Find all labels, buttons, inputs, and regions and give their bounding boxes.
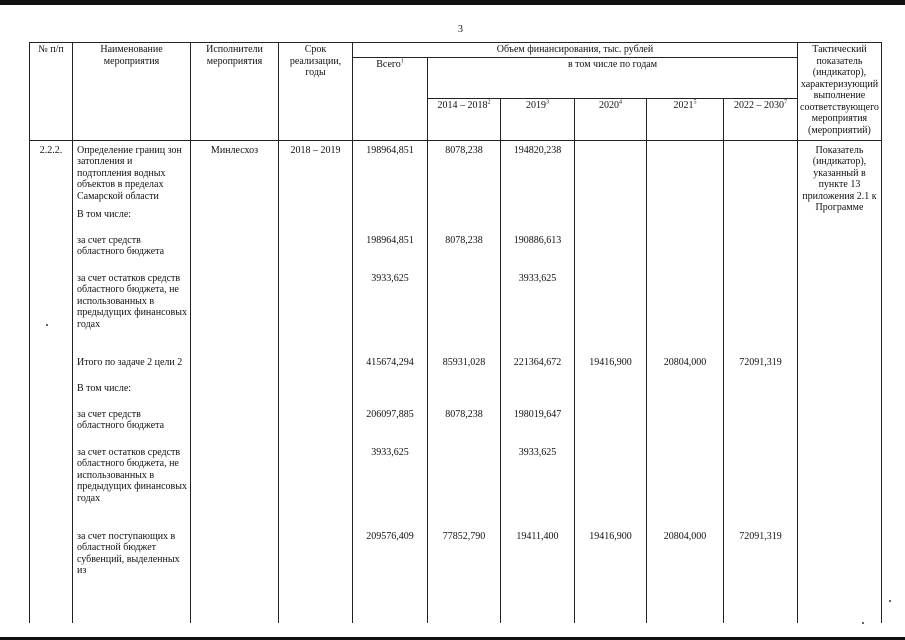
- top-border: [0, 0, 905, 5]
- cell-y2: 194820,238: [501, 140, 575, 209]
- cell-y1: [428, 209, 501, 235]
- cell-y3: [575, 409, 647, 447]
- cell-y1: 85931,028: [428, 357, 501, 383]
- cell-y2: 221364,672: [501, 357, 575, 383]
- header-name: Наименование мероприятия: [73, 43, 191, 141]
- cell-y4: [647, 209, 724, 235]
- cell-y3: 19416,900: [575, 357, 647, 383]
- cell-y1: 77852,790: [428, 531, 501, 623]
- header-no: № п/п: [30, 43, 73, 141]
- cell-y5: [724, 209, 798, 235]
- cell-y3: [575, 447, 647, 531]
- cell-total: 3933,625: [353, 447, 428, 531]
- cell-y2: [501, 383, 575, 409]
- table-row: [30, 273, 882, 357]
- cell-total: 206097,885: [353, 409, 428, 447]
- header-total: Всего$^1$: [353, 57, 428, 140]
- cell-y1: [428, 273, 501, 357]
- cell-y5: [724, 447, 798, 531]
- header-volume: Объем финансирования, тыс. рублей: [353, 43, 798, 58]
- cell-y5: [724, 383, 798, 409]
- table-row: [30, 447, 882, 531]
- row-label: В том числе:: [73, 209, 191, 235]
- cell-y5: [724, 235, 798, 273]
- cell-y4: [647, 273, 724, 357]
- row-number: 2.2.2.: [30, 140, 73, 623]
- header-year-2021: 2021$^5$: [647, 99, 724, 141]
- cell-y5: 72091,319: [724, 357, 798, 383]
- header-executors: Исполнители мероприятия: [191, 43, 279, 141]
- cell-total: 198964,851: [353, 140, 428, 209]
- cell-total: 415674,294: [353, 357, 428, 383]
- cell-y2: 190886,613: [501, 235, 575, 273]
- page-number: 3: [458, 24, 463, 35]
- cell-total: [353, 383, 428, 409]
- financing-table: [29, 42, 882, 623]
- cell-y2: 3933,625: [501, 273, 575, 357]
- cell-y4: [647, 140, 724, 209]
- cell-y4: [647, 409, 724, 447]
- scan-speck: [46, 324, 48, 326]
- row-label: Итого по задаче 2 цели 2: [73, 357, 191, 383]
- cell-y2: 198019,647: [501, 409, 575, 447]
- row-label: за счет остатков средств областного бюджета, не использованных в предыдущих финансовых годах: [73, 273, 191, 357]
- cell-y5: [724, 273, 798, 357]
- cell-total: [353, 209, 428, 235]
- cell-y1: 8078,238: [428, 235, 501, 273]
- table-row: [30, 409, 882, 447]
- table-row: [30, 235, 882, 273]
- cell-y4: [647, 383, 724, 409]
- row-label: за счет поступающих в областной бюджет субвенций, выделенных из: [73, 531, 191, 623]
- scan-speck: [889, 600, 891, 602]
- cell-y1: 8078,238: [428, 140, 501, 209]
- event-executor: Минлесхоз: [191, 140, 279, 623]
- cell-y4: [647, 235, 724, 273]
- cell-y2: [501, 209, 575, 235]
- cell-total: 3933,625: [353, 273, 428, 357]
- table-row: [30, 357, 882, 383]
- cell-y5: [724, 140, 798, 209]
- cell-y4: 20804,000: [647, 531, 724, 623]
- header-indicator: Тактический показатель (индикатор), характеризующий выполнение соответствующего мероприятия (мероприятий): [798, 43, 882, 141]
- cell-y3: 19416,900: [575, 531, 647, 623]
- row-label: за счет остатков средств областного бюджета, не использованных в предыдущих финансовых годах: [73, 447, 191, 531]
- header-year-2014-2018: 2014 – 2018$^2$: [428, 99, 501, 141]
- table-row: [30, 140, 882, 209]
- cell-y3: [575, 209, 647, 235]
- event-term: 2018 – 2019: [279, 140, 353, 623]
- cell-y4: 20804,000: [647, 357, 724, 383]
- table-row: [30, 531, 882, 623]
- cell-y2: 19411,400: [501, 531, 575, 623]
- cell-y1: [428, 447, 501, 531]
- header-year-2022-2030: 2022 – 2030$^7$: [724, 99, 798, 141]
- header-term: Срок реализации, годы: [279, 43, 353, 141]
- scan-speck: [862, 622, 864, 624]
- cell-total: 209576,409: [353, 531, 428, 623]
- cell-y4: [647, 447, 724, 531]
- table-row: [30, 383, 882, 409]
- indicator-text: Показатель (индикатор), указанный в пункте 13 приложения 2.1 к Программе: [798, 140, 882, 623]
- cell-y1: 8078,238: [428, 409, 501, 447]
- cell-y5: [724, 409, 798, 447]
- row-label: за счет средств областного бюджета: [73, 235, 191, 273]
- cell-y2: 3933,625: [501, 447, 575, 531]
- row-label: В том числе:: [73, 383, 191, 409]
- header-year-2020: 2020$^4$: [575, 99, 647, 141]
- cell-y3: [575, 235, 647, 273]
- cell-y3: [575, 383, 647, 409]
- cell-y3: [575, 273, 647, 357]
- cell-total: 198964,851: [353, 235, 428, 273]
- header-year-2019: 2019$^3$: [501, 99, 575, 141]
- cell-y1: [428, 383, 501, 409]
- row-label: за счет средств областного бюджета: [73, 409, 191, 447]
- table-row: [30, 209, 882, 235]
- cell-y3: [575, 140, 647, 209]
- event-name: Определение границ зон затопления и подтопления водных объектов в пределах Самарской области: [73, 140, 191, 209]
- cell-y5: 72091,319: [724, 531, 798, 623]
- header-by-years: в том числе по годам: [428, 57, 798, 99]
